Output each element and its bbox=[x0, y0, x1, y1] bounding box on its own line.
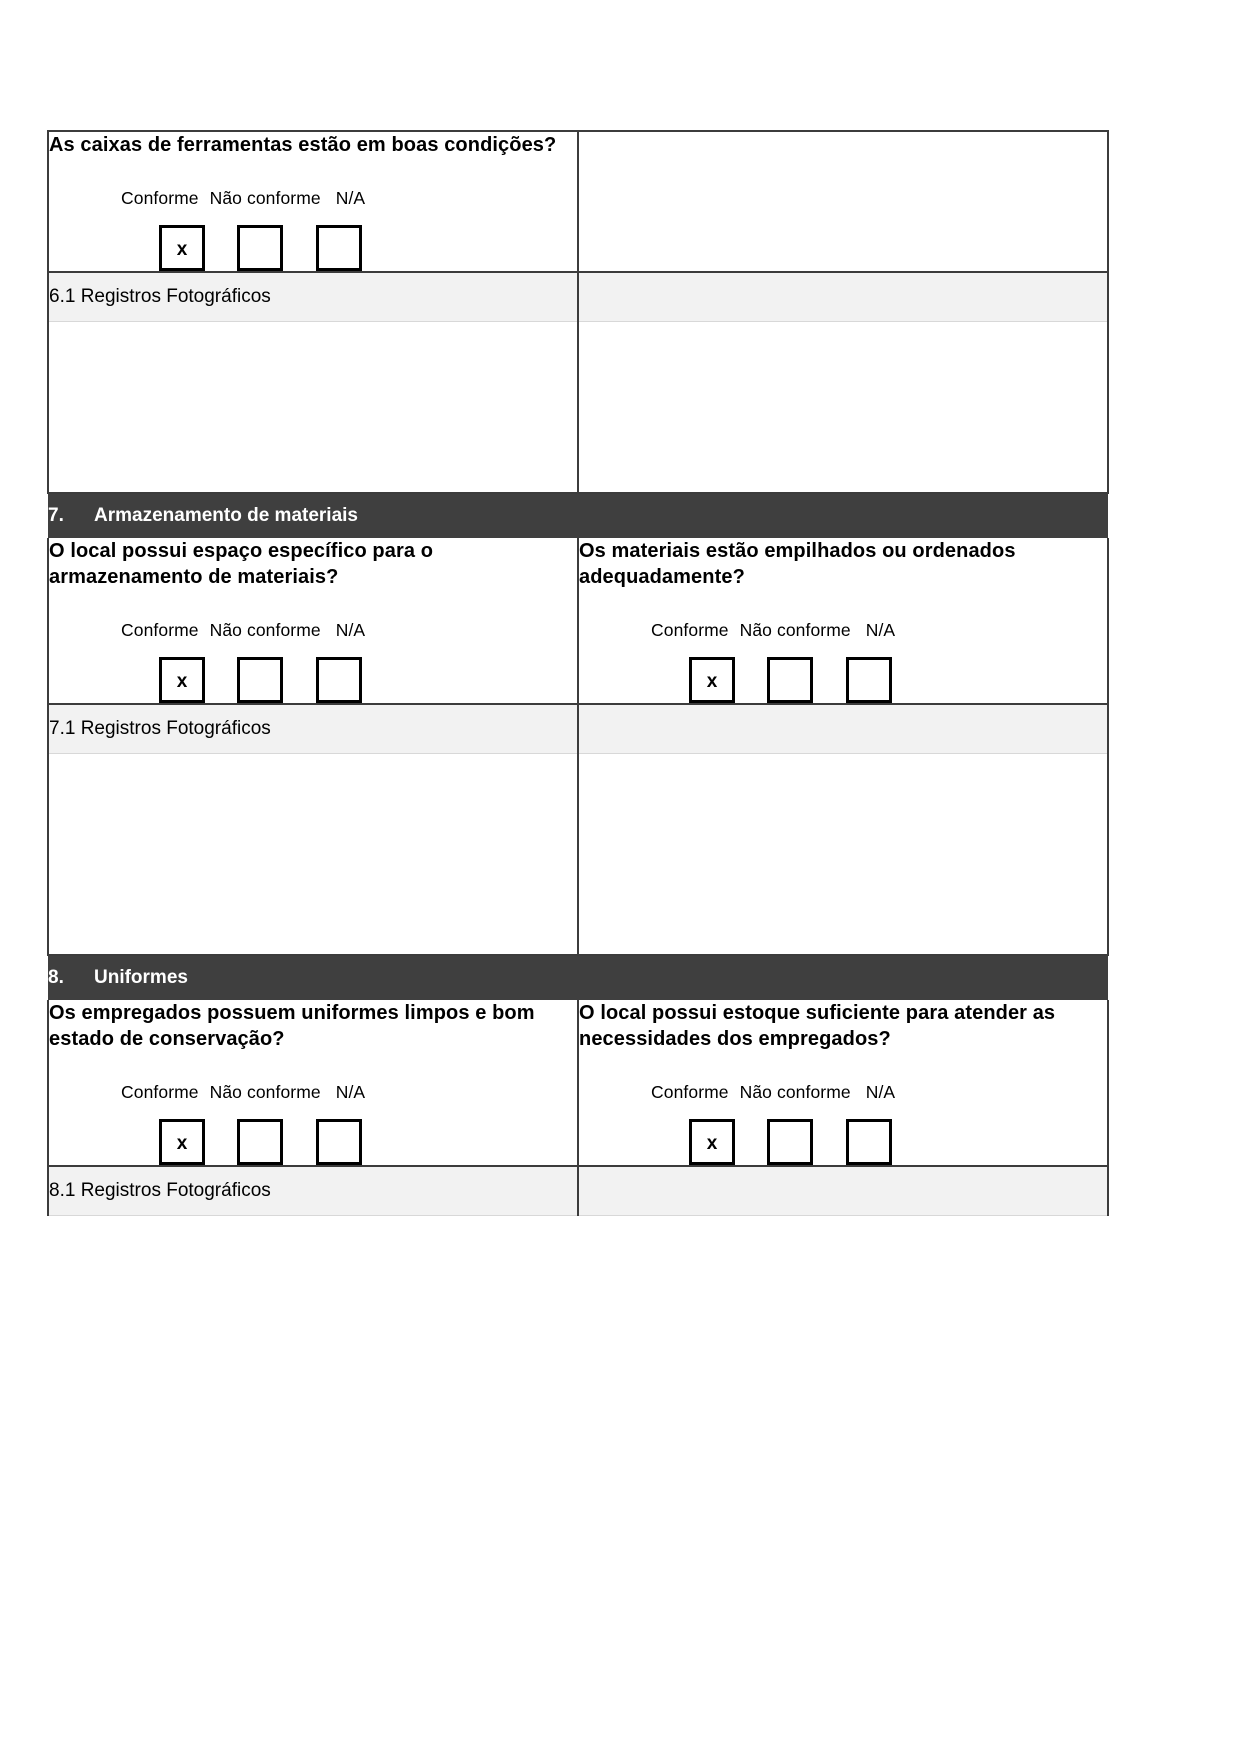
photo-record-bar-6-1 bbox=[48, 272, 578, 322]
photo-record-label: 8.1 Registros Fotográficos bbox=[49, 1180, 271, 1201]
checkbox-na[interactable] bbox=[316, 657, 362, 703]
table-row bbox=[48, 322, 1108, 494]
label-na: N/A bbox=[335, 1082, 366, 1102]
photo-record-label: 7.1 Registros Fotográficos bbox=[49, 718, 271, 739]
table-row bbox=[48, 272, 1108, 322]
option-labels bbox=[121, 188, 577, 209]
question-cell-storage-space bbox=[48, 538, 578, 704]
label-conforme: Conforme bbox=[121, 620, 199, 640]
checkbox-nao-conforme[interactable] bbox=[237, 657, 283, 703]
section-header-8 bbox=[48, 955, 1108, 1000]
section-title: Uniformes bbox=[94, 967, 188, 988]
checkbox-na[interactable] bbox=[316, 1119, 362, 1165]
section-header-7 bbox=[48, 493, 1108, 538]
label-conforme: Conforme bbox=[651, 1082, 729, 1102]
answer-options bbox=[49, 620, 577, 703]
label-nao-conforme: Não conforme bbox=[209, 1082, 321, 1102]
question-cell-uniforms-clean bbox=[48, 1000, 578, 1166]
label-na: N/A bbox=[865, 1082, 896, 1102]
checkbox-nao-conforme[interactable] bbox=[237, 1119, 283, 1165]
question-text: O local possui espaço específico para o armazenamento de materiais? bbox=[49, 540, 434, 588]
table-row bbox=[48, 538, 1108, 704]
label-conforme: Conforme bbox=[121, 1082, 199, 1102]
label-na: N/A bbox=[865, 620, 896, 640]
question-cell-empty-right bbox=[578, 131, 1108, 272]
checkbox-nao-conforme[interactable] bbox=[237, 225, 283, 271]
answer-options bbox=[579, 620, 1107, 703]
option-labels bbox=[651, 1082, 1107, 1103]
table-row bbox=[48, 1000, 1108, 1166]
photo-area-6-1-left[interactable] bbox=[48, 322, 578, 494]
table-row bbox=[48, 955, 1108, 1000]
question-cell-uniform-stock bbox=[578, 1000, 1108, 1166]
section-header-inner bbox=[48, 956, 1108, 1000]
question-cell-materials-stacked bbox=[578, 538, 1108, 704]
label-na: N/A bbox=[335, 188, 366, 208]
checkbox-nao-conforme[interactable] bbox=[767, 1119, 813, 1165]
answer-options bbox=[49, 188, 577, 271]
label-na: N/A bbox=[335, 620, 366, 640]
photo-record-bar-7-1-right bbox=[578, 704, 1108, 754]
label-nao-conforme: Não conforme bbox=[739, 620, 851, 640]
table-row bbox=[48, 131, 1108, 272]
label-conforme: Conforme bbox=[121, 188, 199, 208]
question-text: Os empregados possuem uniformes limpos e bom estado de conservação? bbox=[49, 1002, 535, 1050]
checkbox-conforme[interactable]: x bbox=[159, 657, 205, 703]
option-labels bbox=[651, 620, 1107, 641]
checkbox-na[interactable] bbox=[316, 225, 362, 271]
question-text: As caixas de ferramentas estão em boas condições? bbox=[49, 134, 557, 156]
inspection-checklist-table bbox=[47, 130, 1109, 1216]
question-cell-toolboxes bbox=[48, 131, 578, 272]
photo-record-bar-8-1 bbox=[48, 1166, 578, 1216]
photo-record-label: 6.1 Registros Fotográficos bbox=[49, 286, 271, 307]
table-row bbox=[48, 493, 1108, 538]
checkbox-group bbox=[651, 657, 1107, 703]
table-row bbox=[48, 754, 1108, 956]
checkbox-conforme[interactable]: x bbox=[689, 1119, 735, 1165]
photo-area-7-1-right[interactable] bbox=[578, 754, 1108, 956]
answer-options bbox=[49, 1082, 577, 1165]
checkbox-conforme[interactable]: x bbox=[159, 225, 205, 271]
label-nao-conforme: Não conforme bbox=[209, 620, 321, 640]
photo-area-7-1-left[interactable] bbox=[48, 754, 578, 956]
checkbox-group bbox=[121, 225, 577, 271]
table-row bbox=[48, 704, 1108, 754]
answer-options bbox=[579, 1082, 1107, 1165]
checkbox-group bbox=[121, 657, 577, 703]
option-labels bbox=[121, 620, 577, 641]
checkbox-na[interactable] bbox=[846, 657, 892, 703]
checkbox-nao-conforme[interactable] bbox=[767, 657, 813, 703]
checkbox-na[interactable] bbox=[846, 1119, 892, 1165]
section-title: Armazenamento de materiais bbox=[94, 505, 358, 526]
question-text: O local possui estoque suficiente para atender as necessidades dos empregados? bbox=[579, 1002, 1056, 1050]
checkbox-conforme[interactable]: x bbox=[159, 1119, 205, 1165]
section-number: 8. bbox=[48, 967, 64, 988]
checkbox-group bbox=[121, 1119, 577, 1165]
section-header-inner bbox=[48, 494, 1108, 538]
question-text: Os materiais estão empilhados ou ordenados adequadamente? bbox=[579, 540, 1016, 588]
label-nao-conforme: Não conforme bbox=[739, 1082, 851, 1102]
label-conforme: Conforme bbox=[651, 620, 729, 640]
photo-area-6-1-right[interactable] bbox=[578, 322, 1108, 494]
checkbox-conforme[interactable]: x bbox=[689, 657, 735, 703]
section-number: 7. bbox=[48, 505, 64, 526]
table-row bbox=[48, 1166, 1108, 1216]
checkbox-group bbox=[651, 1119, 1107, 1165]
option-labels bbox=[121, 1082, 577, 1103]
photo-record-bar-6-1-right bbox=[578, 272, 1108, 322]
photo-record-bar-8-1-right bbox=[578, 1166, 1108, 1216]
photo-record-bar-7-1 bbox=[48, 704, 578, 754]
label-nao-conforme: Não conforme bbox=[209, 188, 321, 208]
